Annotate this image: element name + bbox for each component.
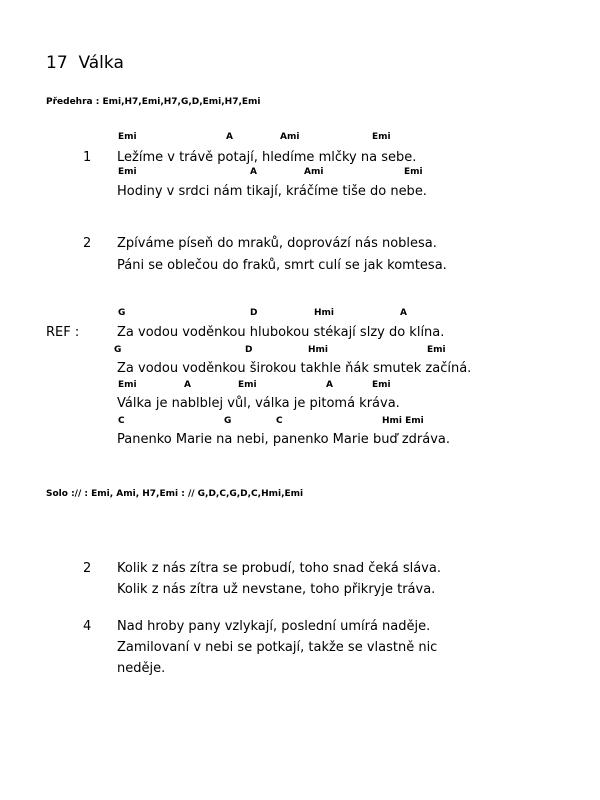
lyric-line: Nad hroby pany vzlykají, poslední umírá naděje. [117,619,431,634]
chord: Emi [118,380,137,390]
song-number: 17 [46,53,68,73]
song-title [46,55,124,72]
chord: Hmi [314,308,334,318]
chord: Emi [118,132,137,142]
refrain-label: REF : [46,325,80,340]
chord: A [250,167,257,177]
chord: D [250,308,258,318]
chord: Emi [238,380,257,390]
lyric-line: Za vodou voděnkou hlubokou stékají slzy do klína. [117,325,445,340]
lyric-line: Válka je nablblej vůl, válka je pitomá kráva. [117,396,400,411]
lyric-line: Kolik z nás zítra se probudí, toho snad čeká sláva. [117,561,441,576]
lyric-line: Kolik z nás zítra už nevstane, toho přikryje tráva. [117,582,436,597]
chord: D [245,345,253,355]
chord: Emi [404,167,423,177]
chord: C [276,416,283,426]
lyric-line: Panenko Marie na nebi, panenko Marie buď zdráva. [117,432,450,447]
chord: Emi [427,345,446,355]
chord: A [226,132,233,142]
chord: A [326,380,333,390]
chord: A [184,380,191,390]
chord: C [118,416,125,426]
lyric-line: neděje. [117,661,166,676]
lyric-line: Páni se oblečou do fraků, smrt culí se jak komtesa. [117,258,447,273]
chord: G [118,308,126,318]
intro-chords: Předehra : Emi,H7,Emi,H7,G,D,Emi,H7,Emi [46,97,261,107]
chord: Emi [118,167,137,177]
lyric-line: Za vodou voděnkou širokou takhle ňák smutek začíná. [117,361,472,376]
solo-chords: Solo :// : Emi, Ami, H7,Emi : // G,D,C,G,D,C,Hmi,Emi [46,489,304,499]
chord: G [114,345,122,355]
chord: A [400,308,407,318]
verse-number: 2 [83,561,92,576]
chord: Ami [304,167,324,177]
verse-number: 1 [83,150,92,165]
lyric-line: Ležíme v trávě potají, hledíme mlčky na sebe. [117,150,417,165]
chord: Hmi [308,345,328,355]
lyric-line: Zpíváme píseň do mraků, doprovází nás noblesa. [117,236,437,251]
lyric-line: Zamilovaní v nebi se potkají, takže se vlastně nic [117,640,438,655]
verse-number: 4 [83,619,92,634]
chord: Ami [280,132,300,142]
song-name: Válka [78,53,124,73]
chord: Hmi Emi [382,416,424,426]
lyric-line: Hodiny v srdci nám tikají, kráčíme tiše do nebe. [117,184,427,199]
chord: G [224,416,232,426]
chord: Emi [372,132,391,142]
chord: Emi [372,380,391,390]
verse-number: 2 [83,236,92,251]
